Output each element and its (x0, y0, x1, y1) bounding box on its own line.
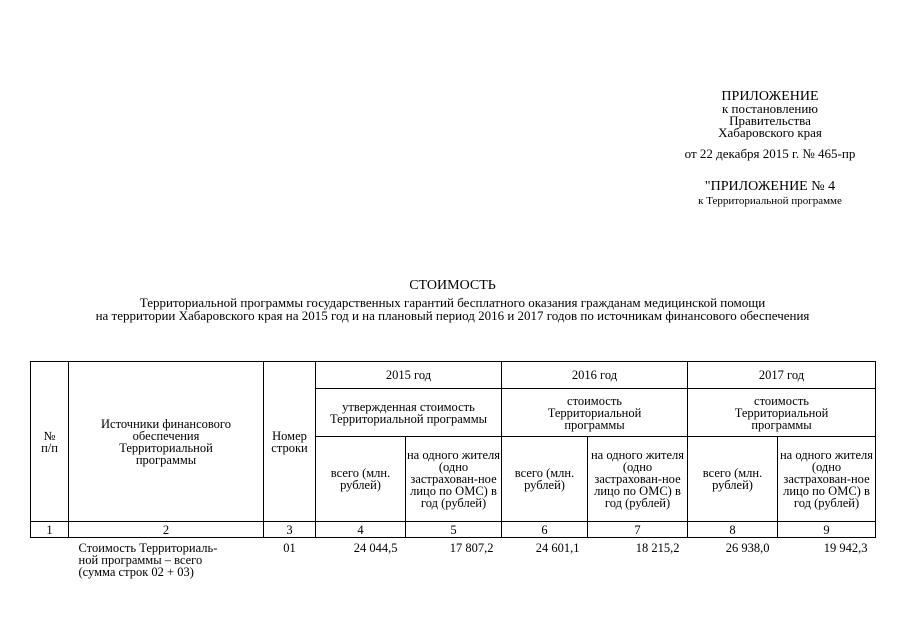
row-source: Стоимость Территориаль-ной программы – всего (сумма строк 02 + 03) (78, 541, 218, 579)
col-number: 3 (264, 522, 316, 538)
year-2015-header: 2015 год (316, 362, 502, 389)
year-2016-header: 2016 год (502, 362, 688, 389)
col-number: 2 (69, 522, 264, 538)
per-capita-header-2015: на одного жителя (одно застрахован-ное лицо по ОМС) в год (рублей) (406, 437, 502, 522)
subtitle-line-1: Территориальной программы государственных гарантий бесплатного оказания гражданам медицинской помощи (139, 295, 766, 310)
appendix4-title: "ПРИЛОЖЕНИЕ № 4 (704, 179, 836, 194)
col-number: 7 (588, 522, 688, 538)
col-number: 1 (31, 522, 69, 538)
value-2016-total: 24 601,1 (535, 541, 580, 555)
appendix4-header (640, 180, 900, 208)
value-2015-per-capita: 17 807,2 (449, 541, 494, 555)
header-line-1: к постановлению (721, 101, 819, 116)
cost-table (30, 361, 876, 602)
per-capita-header-2016: на одного жителя (одно застрахован-ное лицо по ОМС) в год (рублей) (588, 437, 688, 522)
total-header-2017: всего (млн. рублей) (688, 437, 778, 522)
per-capita-header-2017: на одного жителя (одно застрахован-ное лицо по ОМС) в год (рублей) (778, 437, 876, 522)
subtitle-line-2: на территории Хабаровского края на 2015 год и на плановый период 2016 и 2017 годов по источникам финансового обеспечения (95, 308, 810, 323)
row-num (31, 538, 69, 603)
col-sources-header: Источники финансового обеспечения Территориальной программы (69, 362, 264, 522)
row-number: 01 (283, 541, 296, 555)
year-2015-subheader: утвержденная стоимость Территориальной программы (316, 389, 502, 437)
header-line-2: Правительства (729, 113, 811, 128)
table-row (31, 538, 876, 603)
year-2016-subheader: стоимость Территориальной программы (502, 389, 688, 437)
value-2017-per-capita: 19 942,3 (823, 541, 868, 555)
total-header-2016: всего (млн. рублей) (502, 437, 588, 522)
col-row-no-header: Номер строки (264, 362, 316, 522)
year-2017-subheader: стоимость Территориальной программы (688, 389, 876, 437)
document-title: СТОИМОСТЬ (409, 278, 496, 293)
col-num-header: № п/п (31, 362, 69, 522)
year-2017-header: 2017 год (688, 362, 876, 389)
appendix4-subtitle: к Территориальной программе (698, 195, 842, 207)
document-subtitle (0, 296, 905, 322)
decree-date: от 22 декабря 2015 г. № 465-пр (684, 146, 856, 161)
value-2015-total: 24 044,5 (353, 541, 398, 555)
col-number: 5 (406, 522, 502, 538)
header-line-3: Хабаровского края (718, 125, 822, 140)
value-2016-per-capita: 18 215,2 (635, 541, 680, 555)
appendix-title: ПРИЛОЖЕНИЕ (721, 89, 819, 104)
col-number: 6 (502, 522, 588, 538)
col-number: 4 (316, 522, 406, 538)
approval-header (640, 90, 900, 160)
col-number: 8 (688, 522, 778, 538)
col-number: 9 (778, 522, 876, 538)
total-header-2015: всего (млн. рублей) (316, 437, 406, 522)
value-2017-total: 26 938,0 (725, 541, 770, 555)
